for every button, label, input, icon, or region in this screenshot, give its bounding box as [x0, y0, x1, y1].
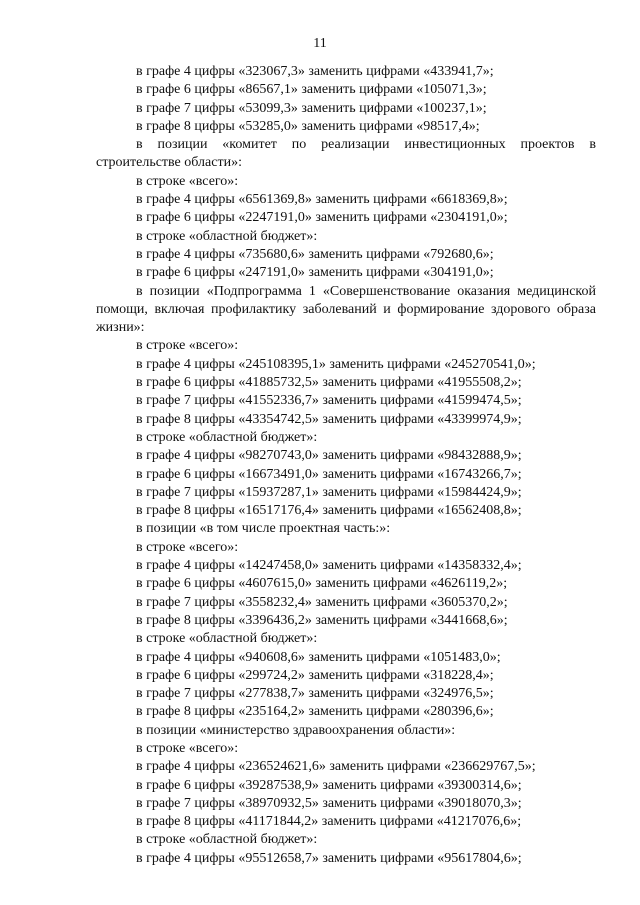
page-number: 11	[313, 36, 327, 51]
text-line: в графе 8 цифры «41171844,2» заменить цифрами «41217076,6»;	[136, 814, 522, 830]
text-line: в графе 4 цифры «6561369,8» заменить цифрами «6618369,8»;	[136, 192, 508, 208]
text-line: в графе 8 цифры «16517176,4» заменить цифрами «16562408,8»;	[136, 503, 522, 519]
document-body	[96, 63, 596, 868]
text-line: в графе 4 цифры «95512658,7» заменить цифрами «95617804,6»;	[136, 850, 522, 866]
text-line: в графе 6 цифры «86567,1» заменить цифрами «105071,3»;	[136, 82, 487, 98]
text-line: в графе 7 цифры «41552336,7» заменить цифрами «41599474,5»;	[136, 393, 522, 409]
text-line: в графе 6 цифры «16673491,0» заменить цифрами «16743266,7»;	[136, 466, 522, 482]
text-line: в графе 8 цифры «235164,2» заменить цифрами «280396,6»;	[136, 704, 494, 720]
text-line: в графе 6 цифры «39287538,9» заменить цифрами «39300314,6»;	[136, 777, 522, 793]
text-line: в графе 7 цифры «38970932,5» заменить цифрами «39018070,3»;	[136, 795, 522, 811]
text-line: в строке «всего»:	[136, 539, 239, 555]
text-line: в графе 4 цифры «245108395,1» заменить цифрами «245270541,0»;	[136, 356, 536, 372]
text-line: в графе 7 цифры «53099,3» заменить цифрами «100237,1»;	[136, 100, 487, 116]
text-line: в строке «всего»:	[136, 740, 239, 756]
text-line: в графе 6 цифры «247191,0» заменить цифрами «304191,0»;	[136, 265, 494, 281]
text-line: в графе 7 цифры «277838,7» заменить цифрами «324976,5»;	[136, 686, 494, 702]
text-line: в позиции «министерство здравоохранения области»:	[136, 722, 456, 738]
paragraph: в позиции «комитет по реализации инвестиционных проектов в строительстве области»:	[96, 137, 596, 171]
text-line: в графе 6 цифры «4607615,0» заменить цифрами «4626119,2»;	[136, 576, 508, 592]
text-line: в графе 6 цифры «299724,2» заменить цифрами «318228,4»;	[136, 667, 494, 683]
text-line: в графе 7 цифры «15937287,1» заменить цифрами «15984424,9»;	[136, 484, 522, 500]
text-line: в графе 4 цифры «323067,3» заменить цифрами «433941,7»;	[136, 64, 494, 79]
text-line: в графе 6 цифры «41885732,5» заменить цифрами «41955508,2»;	[136, 375, 522, 391]
paragraph: в позиции «Подпрограмма 1 «Совершенствование оказания медицинской помощи, включая профилактику заболеваний и формирование здорового образа жизни»:	[96, 283, 596, 336]
text-line: в строке «областной бюджет»:	[136, 832, 318, 848]
text-line: в графе 4 цифры «940608,6» заменить цифрами «1051483,0»;	[136, 649, 501, 665]
text-line: в графе 4 цифры «98270743,0» заменить цифрами «98432888,9»;	[136, 448, 522, 464]
text-line: в графе 4 цифры «236524621,6» заменить цифрами «236629767,5»;	[136, 759, 536, 775]
text-line: в позиции «в том числе проектная часть:»:	[136, 521, 391, 537]
text-line: в графе 8 цифры «53285,0» заменить цифрами «98517,4»;	[136, 118, 480, 134]
text-line: в строке «всего»:	[136, 173, 239, 189]
text-line: в строке «областной бюджет»:	[136, 429, 318, 445]
text-line: в графе 4 цифры «735680,6» заменить цифрами «792680,6»;	[136, 246, 494, 262]
text-line: в графе 8 цифры «43354742,5» заменить цифрами «43399974,9»;	[136, 411, 522, 427]
text-line: в графе 7 цифры «3558232,4» заменить цифрами «3605370,2»;	[136, 594, 508, 610]
text-line: в графе 4 цифры «14247458,0» заменить цифрами «14358332,4»;	[136, 558, 522, 574]
text-line: в строке «областной бюджет»:	[136, 228, 318, 244]
text-line: в строке «областной бюджет»:	[136, 631, 318, 647]
text-line: в строке «всего»:	[136, 338, 239, 354]
text-line: в графе 6 цифры «2247191,0» заменить цифрами «2304191,0»;	[136, 210, 508, 226]
text-line: в графе 8 цифры «3396436,2» заменить цифрами «3441668,6»;	[136, 612, 508, 628]
